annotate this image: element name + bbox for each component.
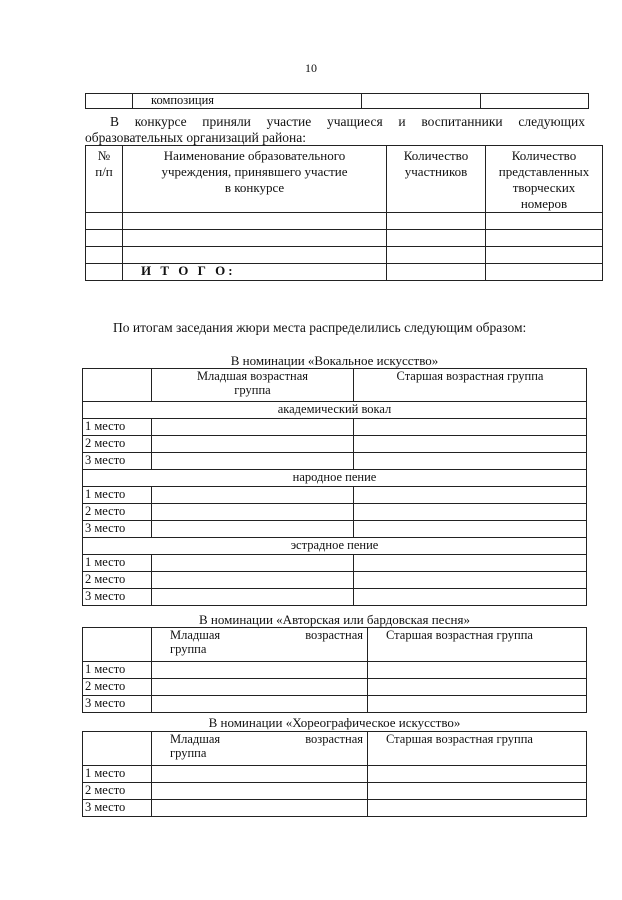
author-col-junior: Младшая возрастная группа — [152, 628, 368, 662]
author-header-row — [83, 628, 587, 662]
place-row — [83, 504, 587, 521]
choreo-col-junior: Младшая возрастная группа — [152, 732, 368, 766]
vocal-section-row — [83, 402, 587, 419]
section-pop-singing: эстрадное пение — [83, 538, 587, 555]
place-row — [83, 800, 587, 817]
participants-header-row — [86, 146, 603, 213]
header-institution: Наименование образовательного учреждения, принявшего участие в конкурсе — [123, 146, 387, 213]
vocal-title: В номинации «Вокальное искусство» — [230, 353, 439, 368]
author-title: В номинации «Авторская или бардовская песня» — [199, 612, 470, 627]
participants-table — [85, 145, 603, 281]
place-row — [83, 419, 587, 436]
place-row — [83, 766, 587, 783]
section-folk-singing: народное пение — [83, 470, 587, 487]
vocal-header-row — [83, 369, 587, 402]
place-row — [83, 555, 587, 572]
participants-row — [86, 213, 603, 230]
place-row — [83, 572, 587, 589]
choreo-col-senior: Старшая возрастная группа — [368, 732, 587, 766]
vocal-col-junior: Младшая возрастная группа — [152, 369, 354, 402]
place-label: 3 место — [83, 696, 152, 713]
place-label: 1 место — [83, 487, 152, 504]
intro-line-1: В конкурсе приняли участие учащиеся и воспитанники следующих — [110, 114, 585, 129]
place-row — [83, 521, 587, 538]
place-row — [83, 696, 587, 713]
place-label: 1 место — [83, 766, 152, 783]
section-academic-vocal: академический вокал — [83, 402, 587, 419]
header-numbers: Количество представленных творческих номеров — [486, 146, 603, 213]
choreo-table — [82, 731, 587, 817]
participants-row — [86, 230, 603, 247]
vocal-table — [82, 368, 587, 606]
place-label: 2 место — [83, 436, 152, 453]
vocal-section-row — [83, 470, 587, 487]
place-row — [83, 679, 587, 696]
place-row — [83, 487, 587, 504]
results-intro: По итогам заседания жюри места распределились следующим образом: — [113, 320, 527, 335]
total-label: И Т О Г О: — [123, 264, 387, 281]
place-row — [83, 589, 587, 606]
top-table-cell: композиция — [133, 94, 362, 109]
author-table — [82, 627, 587, 713]
place-row — [83, 783, 587, 800]
place-row — [83, 662, 587, 679]
intro-line-2: образовательных организаций района: — [85, 130, 306, 145]
place-label: 3 место — [83, 800, 152, 817]
participants-row — [86, 247, 603, 264]
place-row — [83, 436, 587, 453]
header-number: № п/п — [86, 146, 123, 213]
place-label: 3 место — [83, 589, 152, 606]
place-label: 1 место — [83, 662, 152, 679]
place-label: 2 место — [83, 679, 152, 696]
place-label: 2 место — [83, 504, 152, 521]
top-table-fragment — [85, 93, 589, 109]
place-label: 2 место — [83, 572, 152, 589]
place-label: 3 место — [83, 453, 152, 470]
vocal-section-row — [83, 538, 587, 555]
place-label: 2 место — [83, 783, 152, 800]
intro-paragraph — [85, 114, 585, 146]
choreo-header-row — [83, 732, 587, 766]
place-label: 3 место — [83, 521, 152, 538]
participants-total-row — [86, 264, 603, 281]
page-number: 10 — [305, 61, 317, 75]
header-participants: Количество участников — [387, 146, 486, 213]
vocal-col-senior: Старшая возрастная группа — [354, 369, 587, 402]
author-col-senior: Старшая возрастная группа — [368, 628, 587, 662]
place-label: 1 место — [83, 419, 152, 436]
place-label: 1 место — [83, 555, 152, 572]
place-row — [83, 453, 587, 470]
choreo-title: В номинации «Хореографическое искусство» — [208, 715, 461, 730]
